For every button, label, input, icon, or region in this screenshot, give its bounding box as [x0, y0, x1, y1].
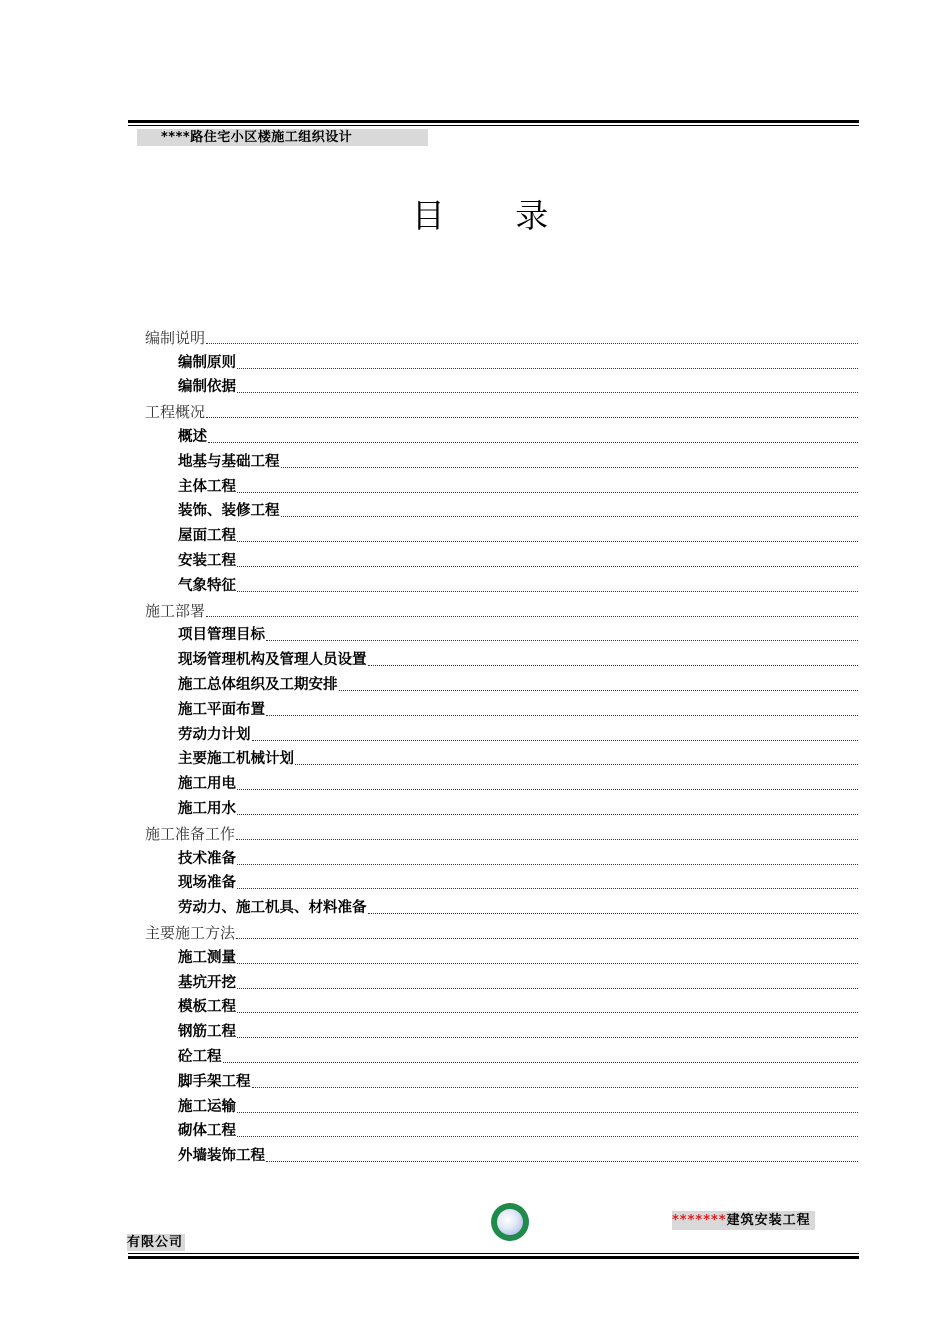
toc-entry-section[interactable]: [145, 719, 858, 744]
toc-entry-section[interactable]: [145, 520, 858, 545]
toc-entry-label: 主要施工机械计划: [178, 751, 294, 768]
toc-leader-dots: [281, 515, 859, 517]
toc-leader-dots: [237, 1135, 858, 1137]
toc-leader-dots: [368, 912, 859, 914]
toc-entry-label: 施工总体组织及工期安排: [178, 676, 338, 693]
toc-entry-section[interactable]: [145, 694, 858, 719]
toc-entry-section[interactable]: [145, 545, 858, 570]
toc-entry-label: 施工平面布置: [178, 701, 265, 718]
toc-entry-label: 脚手架工程: [178, 1073, 251, 1090]
toc-entry-label: 施工测量: [178, 949, 236, 966]
toc-entry-label: 装饰、装修工程: [178, 503, 280, 520]
toc-entry-section[interactable]: [145, 471, 858, 496]
toc-leader-dots: [206, 615, 858, 617]
toc-leader-dots: [281, 466, 859, 468]
toc-leader-dots: [237, 1011, 858, 1013]
toc-entry-section[interactable]: [145, 421, 858, 446]
toc-entry-section[interactable]: [145, 1066, 858, 1091]
toc-entry-label: 编制依据: [178, 379, 236, 396]
toc-entry-label: 砼工程: [178, 1048, 222, 1065]
toc-entry-label: 主体工程: [178, 478, 236, 495]
toc-entry-label: 概述: [178, 428, 207, 445]
toc-leader-dots: [236, 937, 858, 939]
toc-entry-section[interactable]: [145, 942, 858, 967]
footer-company-name: [672, 1211, 815, 1230]
footer-rule-thin: [128, 1253, 859, 1254]
toc-leader-dots: [237, 1111, 858, 1113]
toc-leader-dots: [237, 1036, 858, 1038]
toc-entry-section[interactable]: [145, 372, 858, 397]
toc-entry-section[interactable]: [145, 669, 858, 694]
toc-leader-dots: [206, 416, 858, 418]
footer-company-suffix: 有限公司: [127, 1235, 184, 1250]
toc-entry-label: 劳动力、施工机具、材料准备: [178, 900, 367, 917]
green-circle-logo-icon: [491, 1203, 529, 1241]
toc-leader-dots: [237, 863, 858, 865]
toc-leader-dots: [237, 367, 858, 369]
toc-entry-label: 模板工程: [178, 999, 236, 1016]
toc-leader-dots: [237, 887, 858, 889]
toc-leader-dots: [237, 491, 858, 493]
toc-entry-section[interactable]: [145, 570, 858, 595]
toc-entry-section[interactable]: [145, 1140, 858, 1165]
footer-rule-thick: [128, 1256, 859, 1259]
toc-entry-chapter[interactable]: [145, 917, 858, 942]
toc-leader-dots: [252, 739, 859, 741]
toc-entry-section[interactable]: [145, 1041, 858, 1066]
toc-entry-label: 技术准备: [178, 850, 236, 867]
toc-entry-chapter[interactable]: [145, 396, 858, 421]
toc-entry-label: 主要施工方法: [145, 923, 236, 942]
toc-entry-chapter[interactable]: [145, 595, 858, 620]
toc-entry-section[interactable]: [145, 1016, 858, 1041]
toc-leader-dots: [236, 838, 858, 840]
header-title: ****路住宅小区楼施工组织设计: [137, 129, 428, 146]
toc-entry-label: 编制说明: [145, 328, 206, 347]
toc-entry-section[interactable]: [145, 768, 858, 793]
toc-leader-dots: [266, 639, 858, 641]
toc-entry-label: 项目管理目标: [178, 627, 265, 644]
toc-leader-dots: [295, 763, 858, 765]
toc-entry-section[interactable]: [145, 967, 858, 992]
toc-leader-dots: [237, 813, 858, 815]
logo-inner-disc: [497, 1209, 523, 1235]
toc-entry-section[interactable]: [145, 1116, 858, 1141]
toc-leader-dots: [206, 342, 858, 344]
toc-entry-label: 气象特征: [178, 577, 236, 594]
toc-leader-dots: [368, 664, 859, 666]
toc-entry-label: 地基与基础工程: [178, 453, 280, 470]
company-line1: 建筑安装工程: [726, 1213, 811, 1228]
toc-leader-dots: [252, 1086, 859, 1088]
toc-entry-label: 屋面工程: [178, 528, 236, 545]
toc-entry-label: 施工部署: [145, 601, 206, 620]
toc-entry-label: 工程概况: [145, 403, 206, 422]
toc-entry-label: 安装工程: [178, 552, 236, 569]
toc-entry-label: 施工用水: [178, 800, 236, 817]
toc-leader-dots: [266, 1160, 858, 1162]
toc-entry-label: 现场准备: [178, 875, 236, 892]
toc-leader-dots: [339, 689, 859, 691]
toc-entry-section[interactable]: [145, 496, 858, 521]
toc-leader-dots: [237, 590, 858, 592]
toc-entry-label: 现场管理机构及管理人员设置: [178, 652, 367, 669]
toc-entry-section[interactable]: [145, 868, 858, 893]
toc-leader-dots: [237, 565, 858, 567]
toc-leader-dots: [237, 391, 858, 393]
toc-entry-chapter[interactable]: [145, 322, 858, 347]
header-rule-thick: [128, 120, 859, 123]
toc-entry-label: 钢筋工程: [178, 1024, 236, 1041]
toc-entry-label: 施工准备工作: [145, 824, 236, 843]
toc-entry-section[interactable]: [145, 644, 858, 669]
toc-entry-section[interactable]: [145, 347, 858, 372]
toc-entry-section[interactable]: [145, 620, 858, 645]
toc-entry-label: 外墙装饰工程: [178, 1148, 265, 1165]
toc-entry-label: 劳动力计划: [178, 726, 251, 743]
table-of-contents: [145, 322, 858, 1165]
toc-entry-section[interactable]: [145, 843, 858, 868]
toc-entry-section[interactable]: [145, 1091, 858, 1116]
toc-entry-label: 编制原则: [178, 354, 236, 371]
company-stars: *******: [672, 1213, 727, 1228]
toc-entry-label: 施工运输: [178, 1098, 236, 1115]
toc-leader-dots: [237, 962, 858, 964]
toc-entry-section[interactable]: [145, 793, 858, 818]
toc-leader-dots: [208, 441, 858, 443]
header-rule-thin: [128, 125, 859, 126]
toc-entry-section[interactable]: [145, 992, 858, 1017]
toc-entry-section[interactable]: [145, 892, 858, 917]
toc-entry-label: 基坑开挖: [178, 974, 236, 991]
toc-entry-label: 施工用电: [178, 776, 236, 793]
toc-leader-dots: [237, 987, 858, 989]
toc-leader-dots: [266, 714, 858, 716]
toc-leader-dots: [237, 540, 858, 542]
toc-leader-dots: [223, 1061, 859, 1063]
toc-leader-dots: [237, 788, 858, 790]
document-title: 目 录: [411, 196, 579, 235]
toc-entry-section[interactable]: [145, 446, 858, 471]
toc-entry-section[interactable]: [145, 744, 858, 769]
toc-entry-label: 砌体工程: [178, 1123, 236, 1140]
toc-entry-chapter[interactable]: [145, 818, 858, 843]
